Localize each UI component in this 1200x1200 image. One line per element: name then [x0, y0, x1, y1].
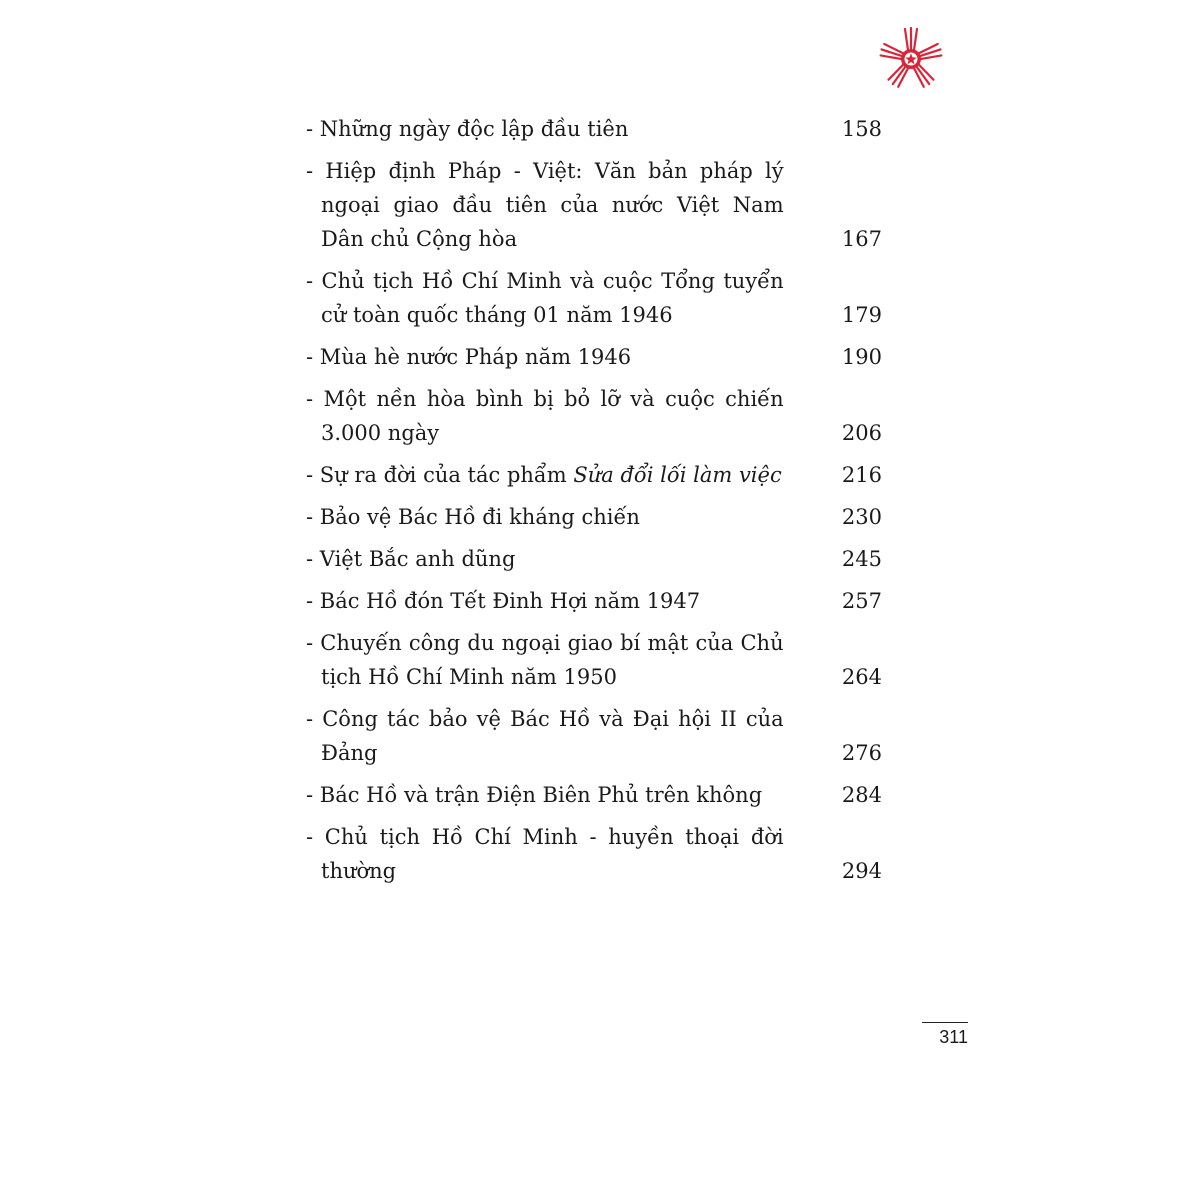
- toc-entry-title: - Bác Hồ và trận Điện Biên Phủ trên không: [306, 783, 763, 807]
- toc-entry-title: - Chuyến công du ngoại giao bí mật của Chủ tịch Hồ Chí Minh năm 1950: [306, 631, 784, 689]
- toc-entry-title: - Chủ tịch Hồ Chí Minh và cuộc Tổng tuyển cử toàn quốc tháng 01 năm 1946: [306, 269, 784, 327]
- toc-entry-title: - Chủ tịch Hồ Chí Minh - huyền thoại đời thường: [306, 825, 784, 883]
- toc-entry[interactable]: [306, 458, 882, 492]
- page-number: 311: [922, 1022, 968, 1048]
- toc-entry-title: [306, 458, 784, 492]
- toc-entry-title: - Công tác bảo vệ Bác Hồ và Đại hội II của Đảng: [306, 707, 784, 765]
- toc-entry-page: 158: [841, 117, 882, 141]
- toc-entry[interactable]: [306, 340, 882, 374]
- toc-entry-page: 294: [841, 859, 882, 883]
- toc-entry[interactable]: [306, 820, 882, 888]
- toc-entry-page: 245: [841, 547, 882, 571]
- toc-entry-title-prefix: - Sự ra đời của tác phẩm: [306, 463, 574, 487]
- toc-entry-page: 276: [841, 741, 882, 765]
- publisher-star-logo-icon: [876, 26, 946, 90]
- toc-entry-title-italic: Sửa đổi lối làm việc: [573, 463, 782, 487]
- toc-entry-page: 179: [841, 303, 882, 327]
- toc-entry-page: 284: [841, 783, 882, 807]
- toc-entry-title: - Những ngày độc lập đầu tiên: [306, 117, 629, 141]
- toc-entry[interactable]: [306, 154, 882, 256]
- toc-entry-page: 230: [841, 505, 882, 529]
- toc-entry[interactable]: [306, 626, 882, 694]
- toc-entry-title: - Việt Bắc anh dũng: [306, 547, 516, 571]
- toc-entry-page: 206: [841, 421, 882, 445]
- table-of-contents: [306, 112, 882, 896]
- toc-entry-title: - Một nền hòa bình bị bỏ lỡ và cuộc chiến 3.000 ngày: [306, 387, 784, 445]
- toc-entry-title: - Hiệp định Pháp - Việt: Văn bản pháp lý ngoại giao đầu tiên của nước Việt Nam Dân chủ Cộng hòa: [306, 159, 784, 251]
- toc-entry[interactable]: [306, 264, 882, 332]
- toc-entry[interactable]: [306, 500, 882, 534]
- toc-entry-title: - Bảo vệ Bác Hồ đi kháng chiến: [306, 505, 640, 529]
- toc-entry[interactable]: [306, 382, 882, 450]
- toc-entry[interactable]: [306, 702, 882, 770]
- toc-entry-page: 216: [841, 463, 882, 487]
- toc-entry-page: 257: [841, 589, 882, 613]
- toc-entry-title: - Mùa hè nước Pháp năm 1946: [306, 345, 632, 369]
- toc-entry-page: 167: [841, 227, 882, 251]
- toc-entry[interactable]: [306, 112, 882, 146]
- toc-entry[interactable]: [306, 584, 882, 618]
- toc-entry-page: 264: [841, 665, 882, 689]
- toc-entry[interactable]: [306, 778, 882, 812]
- toc-entry-page: 190: [841, 345, 882, 369]
- toc-entry[interactable]: [306, 542, 882, 576]
- toc-entry-title: - Bác Hồ đón Tết Đinh Hợi năm 1947: [306, 589, 701, 613]
